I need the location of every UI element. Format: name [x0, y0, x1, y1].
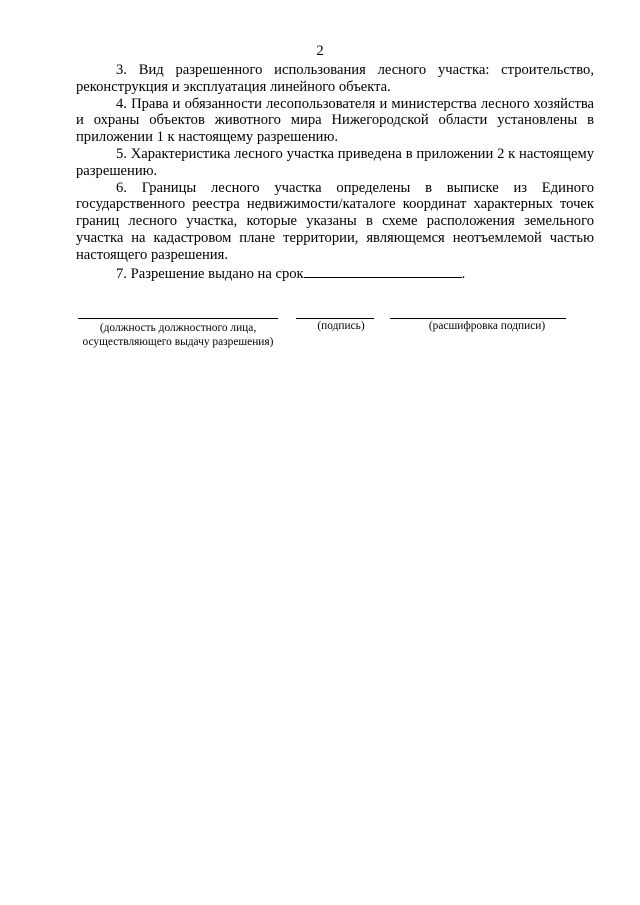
term-ending: . [461, 265, 466, 282]
position-caption [68, 322, 288, 349]
name-decoding-line [390, 318, 566, 319]
paragraph-4-rights-obligations: 4. Права и обязанности лесопользователя и министерства лесного хозяйства и охраны объектов животного мира Нижегородской области установлены в приложении 1 к настоящему разрешению. [76, 95, 594, 146]
paragraph-7-term [76, 264, 594, 283]
paragraph-5-plot-characteristics: 5. Характеристика лесного участка приведена в приложении 2 к настоящему разрешению. [76, 145, 594, 179]
page-number: 2 [316, 43, 324, 59]
position-caption-line1: (должность должностного лица, [99, 322, 257, 334]
signature-line [296, 318, 374, 319]
position-caption-line2: осуществляющего выдачу разрешения) [82, 335, 274, 348]
term-blank-line [304, 264, 462, 278]
document-body [76, 62, 594, 282]
paragraph-3-permitted-use: 3. Вид разрешенного использования лесного участка: строительство, реконструкция и эксплуатация линейного объекта. [76, 62, 594, 95]
term-label: 7. Разрешение выдано на срок [116, 265, 304, 282]
signature-caption: (подпись) [317, 320, 365, 332]
position-signature-line [78, 318, 278, 319]
paragraph-6-plot-boundaries: 6. Границы лесного участка определены в выписке из Единого государственного реестра недвижимости/каталоге координат характерных точек границ лесного участка, которые указаны в схеме расположения земельного участка на кадастровом плане территории, являющемся неотъемлемой частью настоящего разрешения. [76, 179, 594, 263]
decoding-caption: (расшифровка подписи) [428, 320, 546, 332]
